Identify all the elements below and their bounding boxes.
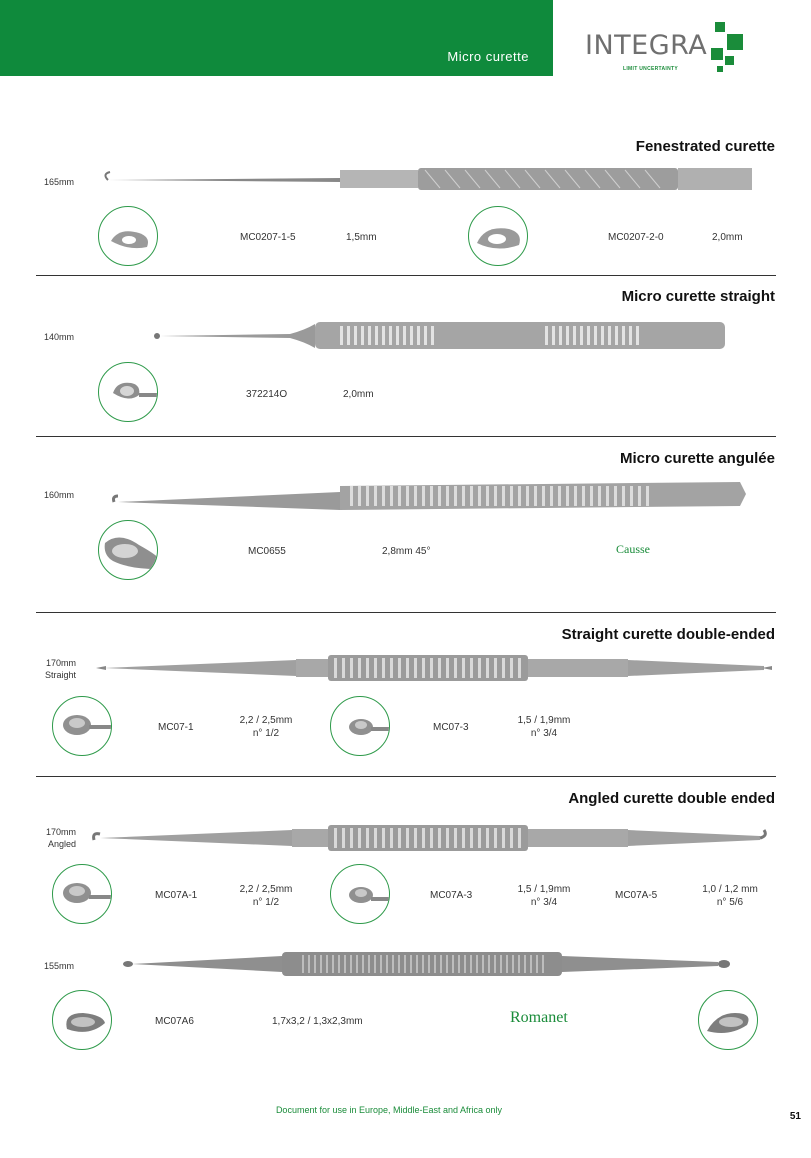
brand-label: Romanet [510, 1009, 568, 1026]
product-number: n° 1/2 [252, 897, 280, 908]
product-code: MC0207-2-0 [608, 232, 664, 243]
product-size-block [226, 714, 306, 740]
product-code: MC07A6 [155, 1016, 194, 1027]
divider [36, 436, 776, 437]
length-label [42, 826, 76, 850]
section-title-fenestrated: Fenestrated curette [635, 138, 775, 155]
product-size-block [504, 714, 584, 740]
product-size: 1,5 / 1,9mm [517, 884, 571, 895]
length-label: 140mm [44, 332, 75, 342]
fenestrated-curette-image [100, 164, 760, 194]
logo-square [727, 34, 743, 50]
logo-word: INTEGRA [585, 30, 708, 61]
integra-logo [585, 22, 755, 82]
header-band [0, 0, 553, 76]
product-number: n° 3/4 [530, 728, 558, 739]
product-code: MC07A-1 [155, 890, 198, 901]
product-size-block [690, 883, 770, 909]
product-code: MC0655 [248, 546, 286, 557]
section-title-angled-double: Angled curette double ended [568, 790, 775, 807]
header-title: Micro curette [447, 49, 529, 64]
detail-circle [98, 520, 158, 580]
page-number: 51 [789, 1111, 801, 1122]
product-size-block [504, 883, 584, 909]
detail-circle [698, 990, 758, 1050]
product-size-block [226, 883, 306, 909]
length-label: 165mm [44, 177, 75, 187]
product-size: 2,2 / 2,5mm [239, 884, 293, 895]
logo-square [715, 22, 725, 32]
romanet-curette-image [122, 948, 742, 980]
logo-square [725, 56, 734, 65]
brand-label: Causse [616, 542, 650, 556]
detail-circle [468, 206, 528, 266]
product-size: 1,5 / 1,9mm [517, 715, 571, 726]
product-number: n° 5/6 [716, 897, 744, 908]
angled-curette-double-image [92, 820, 772, 854]
product-size: 1,0 / 1,2 mm [702, 884, 758, 895]
logo-square [711, 48, 723, 60]
product-size: 2,8mm 45° [382, 546, 431, 557]
length-label [42, 657, 76, 681]
product-size: 2,0mm [343, 389, 374, 400]
section-title-straight: Micro curette straight [621, 288, 775, 305]
detail-circle [52, 696, 112, 756]
product-code: MC07A-3 [430, 890, 473, 901]
divider [36, 275, 776, 276]
detail-circle [98, 206, 158, 266]
length-value: 170mm [45, 827, 76, 837]
product-code: 372214O [246, 389, 288, 400]
detail-circle [98, 362, 158, 422]
product-size: 1,5mm [346, 232, 377, 243]
divider [36, 612, 776, 613]
product-number: n° 3/4 [530, 897, 558, 908]
detail-circle [52, 990, 112, 1050]
detail-circle [52, 864, 112, 924]
length-label: 160mm [44, 490, 75, 500]
detail-circle [330, 864, 390, 924]
product-code: MC07-3 [433, 722, 469, 733]
product-number: n° 1/2 [252, 728, 280, 739]
length-subtitle: Straight [44, 670, 76, 680]
divider [36, 776, 776, 777]
micro-curette-straight-image [150, 318, 750, 352]
footer-note: Document for use in Europe, Middle-East and Africa only [275, 1105, 503, 1115]
detail-circle [330, 696, 390, 756]
product-code: MC0207-1-5 [240, 232, 296, 243]
length-label: 155mm [44, 961, 75, 971]
product-size: 2,0mm [712, 232, 743, 243]
section-title-angulee: Micro curette angulée [619, 450, 775, 467]
length-value: 170mm [45, 658, 76, 668]
length-subtitle: Angled [47, 839, 76, 849]
straight-curette-double-image [96, 654, 772, 682]
product-size: 1,7x3,2 / 1,3x2,3mm [272, 1016, 363, 1027]
section-title-straight-double: Straight curette double-ended [561, 626, 775, 643]
product-size: 2,2 / 2,5mm [239, 715, 293, 726]
logo-tagline: LIMIT UNCERTAINTY [623, 66, 679, 72]
product-code: MC07A-5 [615, 890, 658, 901]
product-code: MC07-1 [158, 722, 194, 733]
logo-square [717, 66, 723, 72]
micro-curette-angulee-image [110, 478, 755, 512]
